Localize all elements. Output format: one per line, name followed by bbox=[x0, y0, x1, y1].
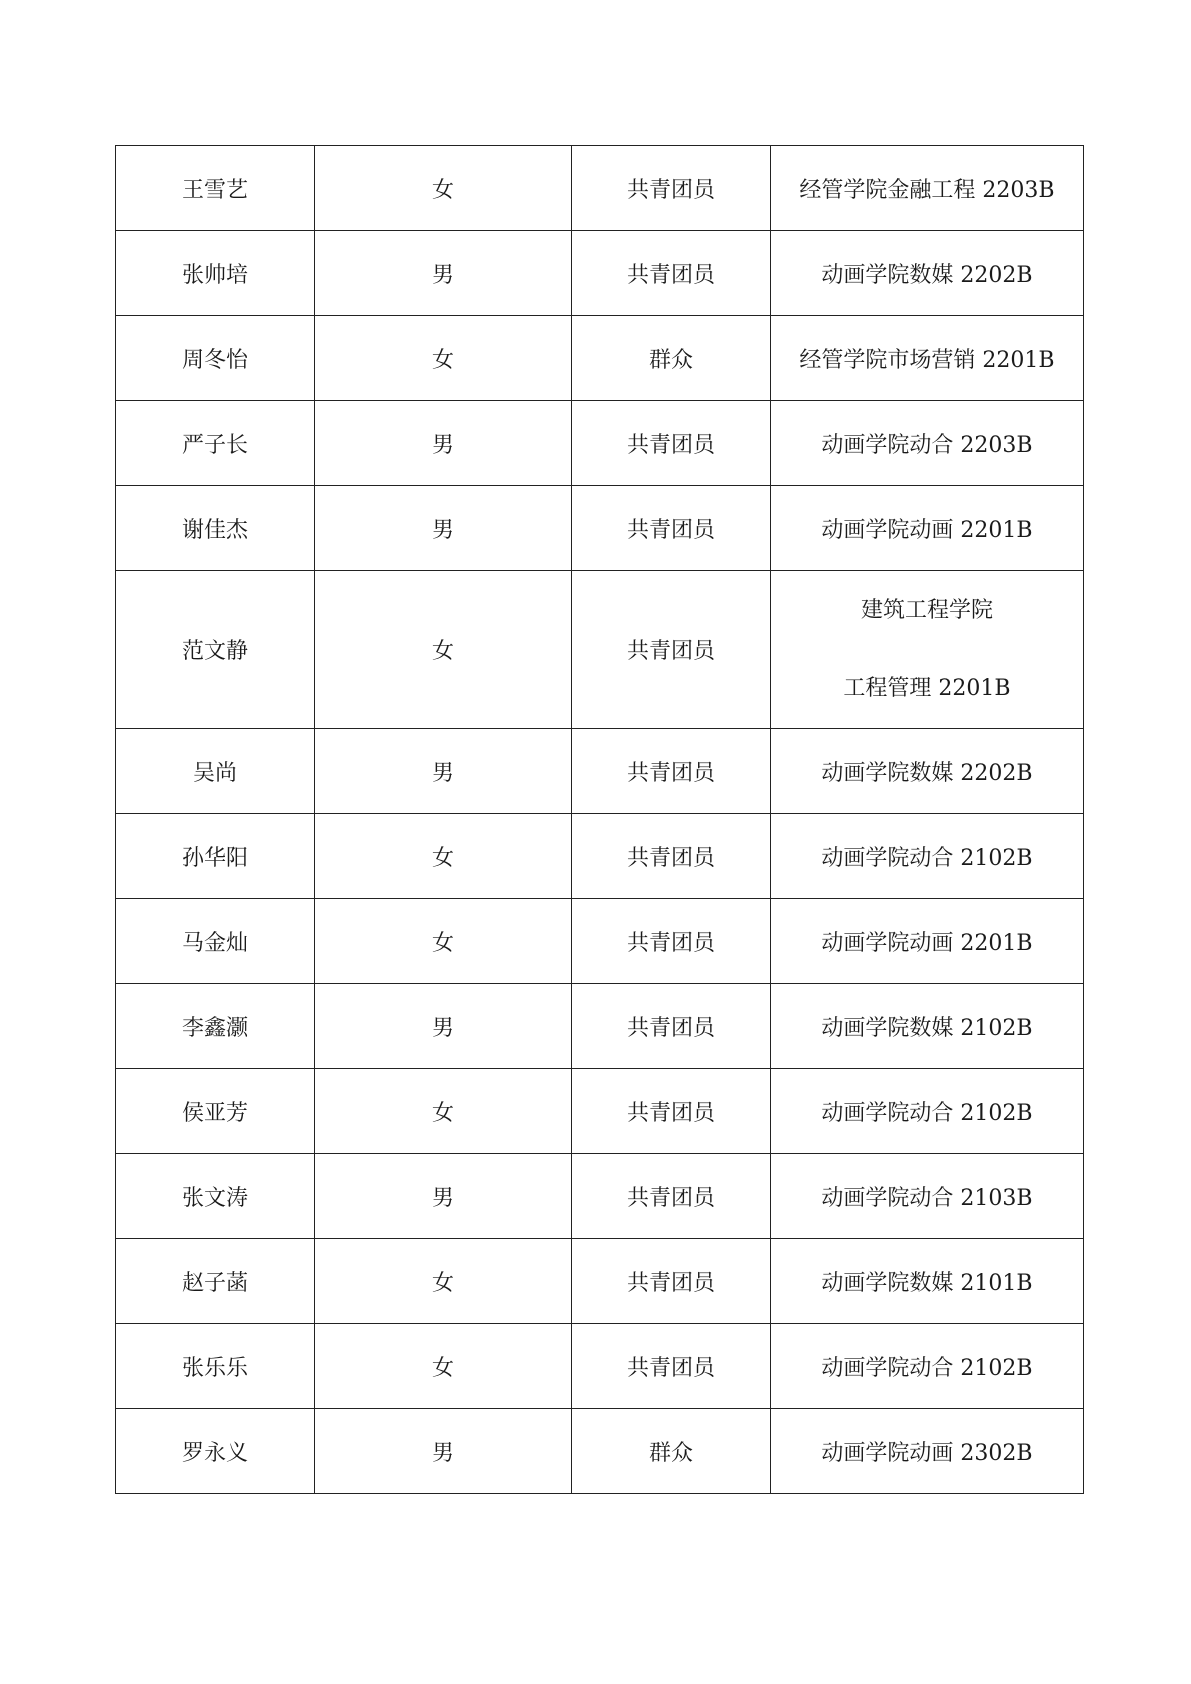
gender-cell: 男 bbox=[315, 729, 572, 814]
gender-cell: 男 bbox=[315, 1409, 572, 1494]
gender-cell: 女 bbox=[315, 814, 572, 899]
unit-cell: 动画学院动合 2103B bbox=[771, 1154, 1084, 1239]
name-cell: 李鑫灏 bbox=[116, 984, 315, 1069]
name-cell: 吴尚 bbox=[116, 729, 315, 814]
political-status-cell: 共青团员 bbox=[572, 814, 771, 899]
name-cell: 严子长 bbox=[116, 401, 315, 486]
unit-cell: 动画学院动合 2102B bbox=[771, 1324, 1084, 1409]
name-cell: 谢佳杰 bbox=[116, 486, 315, 571]
roster-table bbox=[115, 145, 1084, 1494]
unit-cell: 动画学院动合 2203B bbox=[771, 401, 1084, 486]
unit-cell: 动画学院数媒 2102B bbox=[771, 984, 1084, 1069]
political-status-cell: 共青团员 bbox=[572, 1324, 771, 1409]
political-status-cell: 共青团员 bbox=[572, 486, 771, 571]
table-row bbox=[116, 486, 1084, 571]
political-status-cell: 共青团员 bbox=[572, 984, 771, 1069]
name-cell: 孙华阳 bbox=[116, 814, 315, 899]
name-cell: 马金灿 bbox=[116, 899, 315, 984]
political-status-cell: 共青团员 bbox=[572, 1239, 771, 1324]
political-status-cell: 共青团员 bbox=[572, 1069, 771, 1154]
gender-cell: 男 bbox=[315, 401, 572, 486]
unit-cell: 经管学院金融工程 2203B bbox=[771, 146, 1084, 231]
gender-cell: 女 bbox=[315, 1239, 572, 1324]
table-row bbox=[116, 899, 1084, 984]
table-row bbox=[116, 316, 1084, 401]
table-row bbox=[116, 401, 1084, 486]
unit-cell: 动画学院动画 2201B bbox=[771, 486, 1084, 571]
political-status-cell: 共青团员 bbox=[572, 899, 771, 984]
table-row bbox=[116, 1239, 1084, 1324]
unit-cell bbox=[771, 571, 1084, 729]
gender-cell: 男 bbox=[315, 1154, 572, 1239]
unit-cell: 动画学院动画 2302B bbox=[771, 1409, 1084, 1494]
name-cell: 范文静 bbox=[116, 571, 315, 729]
gender-cell: 男 bbox=[315, 984, 572, 1069]
unit-cell: 经管学院市场营销 2201B bbox=[771, 316, 1084, 401]
gender-cell: 女 bbox=[315, 316, 572, 401]
political-status-cell: 共青团员 bbox=[572, 231, 771, 316]
name-cell: 侯亚芳 bbox=[116, 1069, 315, 1154]
gender-cell: 女 bbox=[315, 899, 572, 984]
table-row bbox=[116, 729, 1084, 814]
name-cell: 张文涛 bbox=[116, 1154, 315, 1239]
unit-cell: 动画学院数媒 2202B bbox=[771, 231, 1084, 316]
table-row bbox=[116, 146, 1084, 231]
table-row bbox=[116, 1324, 1084, 1409]
name-cell: 周冬怡 bbox=[116, 316, 315, 401]
name-cell: 张帅培 bbox=[116, 231, 315, 316]
name-cell: 王雪艺 bbox=[116, 146, 315, 231]
unit-line-1: 建筑工程学院 bbox=[860, 597, 993, 623]
political-status-cell: 共青团员 bbox=[572, 571, 771, 729]
table-row bbox=[116, 984, 1084, 1069]
unit-cell: 动画学院动合 2102B bbox=[771, 1069, 1084, 1154]
table-row bbox=[116, 814, 1084, 899]
political-status-cell: 共青团员 bbox=[572, 1154, 771, 1239]
gender-cell: 男 bbox=[315, 486, 572, 571]
unit-cell: 动画学院数媒 2101B bbox=[771, 1239, 1084, 1324]
political-status-cell: 共青团员 bbox=[572, 729, 771, 814]
name-cell: 赵子菡 bbox=[116, 1239, 315, 1324]
unit-cell: 动画学院动画 2201B bbox=[771, 899, 1084, 984]
table-row bbox=[116, 231, 1084, 316]
unit-cell: 动画学院动合 2102B bbox=[771, 814, 1084, 899]
table-row bbox=[116, 1409, 1084, 1494]
table-row bbox=[116, 1069, 1084, 1154]
political-status-cell: 共青团员 bbox=[572, 401, 771, 486]
gender-cell: 女 bbox=[315, 571, 572, 729]
name-cell: 张乐乐 bbox=[116, 1324, 315, 1409]
unit-cell: 动画学院数媒 2202B bbox=[771, 729, 1084, 814]
political-status-cell: 群众 bbox=[572, 316, 771, 401]
table-row bbox=[116, 1154, 1084, 1239]
table-row bbox=[116, 571, 1084, 729]
unit-line-2: 工程管理 2201B bbox=[843, 675, 1011, 701]
gender-cell: 女 bbox=[315, 146, 572, 231]
gender-cell: 女 bbox=[315, 1069, 572, 1154]
name-cell: 罗永义 bbox=[116, 1409, 315, 1494]
gender-cell: 女 bbox=[315, 1324, 572, 1409]
political-status-cell: 共青团员 bbox=[572, 146, 771, 231]
political-status-cell: 群众 bbox=[572, 1409, 771, 1494]
gender-cell: 男 bbox=[315, 231, 572, 316]
